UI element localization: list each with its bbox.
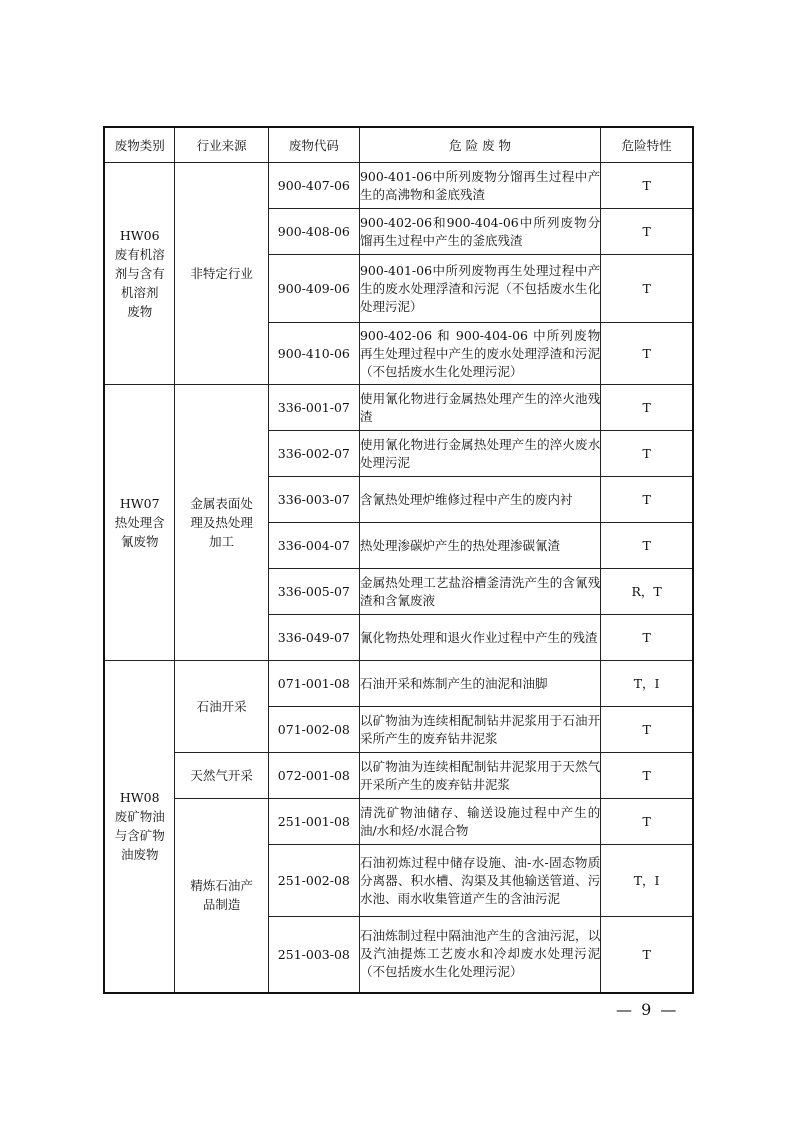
hazardous-waste-description-cell: 900-402-06 和 900-404-06 中所列废物再生处理过程中产生的废水处理浮渣和污泥（不包括废水生化处理污泥） (359, 323, 600, 385)
hazardous-waste-description-cell: 以矿物油为连续相配制钻井泥浆用于天然气开采所产生的废弃钻井泥浆 (359, 753, 600, 799)
hazardous-waste-description-cell: 使用氰化物进行金属热处理产生的淬火池残渣 (359, 385, 600, 431)
header-waste-category: 废物类别 (104, 127, 175, 163)
hazard-property-cell: T (601, 707, 693, 753)
waste-code-cell: 336-049-07 (268, 615, 359, 661)
industry-source-cell: 非特定行业 (175, 163, 268, 385)
table-row (104, 661, 693, 707)
table-header-row (104, 127, 693, 163)
waste-category-cell: HW06 废有机溶 剂与含有 机溶剂 废物 (104, 163, 175, 385)
industry-source-cell: 天然气开采 (175, 753, 268, 799)
hazardous-waste-description-cell: 石油开采和炼制产生的油泥和油脚 (359, 661, 600, 707)
industry-source-cell: 精炼石油产 品制造 (175, 799, 268, 993)
waste-code-cell: 336-003-07 (268, 477, 359, 523)
hazard-property-cell: T，I (601, 661, 693, 707)
page-number: — 9 — (616, 1000, 679, 1019)
hazardous-waste-description-cell: 以矿物油为连续相配制钻井泥浆用于石油开采所产生的废弃钻井泥浆 (359, 707, 600, 753)
header-waste-code: 废物代码 (268, 127, 359, 163)
hazard-property-cell: T (601, 323, 693, 385)
header-industry-source: 行业来源 (175, 127, 268, 163)
hazard-property-cell: R，T (601, 569, 693, 615)
waste-code-cell: 251-002-08 (268, 845, 359, 917)
hazard-property-cell: T (601, 477, 693, 523)
hazardous-waste-description-cell: 石油炼制过程中隔油池产生的含油污泥，以及汽油提炼工艺废水和冷却废水处理污泥（不包括废水生化处理污泥） (359, 917, 600, 993)
waste-code-cell: 336-005-07 (268, 569, 359, 615)
hazard-property-cell: T (601, 431, 693, 477)
hazardous-waste-description-cell: 清洗矿物油储存、输送设施过程中产生的油/水和烃/水混合物 (359, 799, 600, 845)
industry-source-cell: 石油开采 (175, 661, 268, 753)
table-body (104, 163, 693, 993)
industry-source-cell: 金属表面处 理及热处理 加工 (175, 385, 268, 661)
hazardous-waste-description-cell: 使用氰化物进行金属热处理产生的淬火废水处理污泥 (359, 431, 600, 477)
hazardous-waste-description-cell: 900-401-06中所列废物再生处理过程中产生的废水处理浮渣和污泥（不包括废水生化处理污泥） (359, 255, 600, 323)
hazardous-waste-description-cell: 金属热处理工艺盐浴槽釜清洗产生的含氰残渣和含氰废液 (359, 569, 600, 615)
waste-code-cell: 900-407-06 (268, 163, 359, 209)
hazardous-waste-description-cell: 900-402-06和900-404-06中所列废物分馏再生过程中产生的釜底残渣 (359, 209, 600, 255)
table-row (104, 163, 693, 209)
waste-code-cell: 251-001-08 (268, 799, 359, 845)
hazardous-waste-description-cell: 含氰热处理炉维修过程中产生的废内衬 (359, 477, 600, 523)
waste-code-cell: 251-003-08 (268, 917, 359, 993)
waste-code-cell: 071-002-08 (268, 707, 359, 753)
hazard-property-cell: T (601, 753, 693, 799)
header-hazardous-waste: 危 险 废 物 (359, 127, 600, 163)
hazardous-waste-description-cell: 石油初炼过程中储存设施、油-水-固态物质分离器、积水槽、沟渠及其他输送管道、污水池、雨水收集管道产生的含油污泥 (359, 845, 600, 917)
waste-code-cell: 336-002-07 (268, 431, 359, 477)
waste-code-cell: 336-001-07 (268, 385, 359, 431)
hazard-property-cell: T (601, 523, 693, 569)
hazardous-waste-description-cell: 热处理渗碳炉产生的热处理渗碳氰渣 (359, 523, 600, 569)
hazard-property-cell: T (601, 615, 693, 661)
waste-category-cell: HW08 废矿物油 与含矿物 油废物 (104, 661, 175, 993)
hazardous-waste-description-cell: 900-401-06中所列废物分馏再生过程中产生的高沸物和釜底残渣 (359, 163, 600, 209)
header-hazard-property: 危险特性 (601, 127, 693, 163)
hazard-property-cell: T，I (601, 845, 693, 917)
table-row (104, 799, 693, 845)
waste-code-cell: 072-001-08 (268, 753, 359, 799)
table-row (104, 385, 693, 431)
waste-category-cell: HW07 热处理含 氰废物 (104, 385, 175, 661)
hazard-property-cell: T (601, 799, 693, 845)
waste-code-cell: 900-408-06 (268, 209, 359, 255)
waste-code-cell: 336-004-07 (268, 523, 359, 569)
hazard-property-cell: T (601, 163, 693, 209)
hazard-property-cell: T (601, 917, 693, 993)
hazard-property-cell: T (601, 209, 693, 255)
waste-code-cell: 071-001-08 (268, 661, 359, 707)
hazardous-waste-table (103, 126, 694, 994)
waste-code-cell: 900-410-06 (268, 323, 359, 385)
table-row (104, 753, 693, 799)
waste-code-cell: 900-409-06 (268, 255, 359, 323)
hazard-property-cell: T (601, 255, 693, 323)
hazard-property-cell: T (601, 385, 693, 431)
hazardous-waste-description-cell: 氰化物热处理和退火作业过程中产生的残渣 (359, 615, 600, 661)
